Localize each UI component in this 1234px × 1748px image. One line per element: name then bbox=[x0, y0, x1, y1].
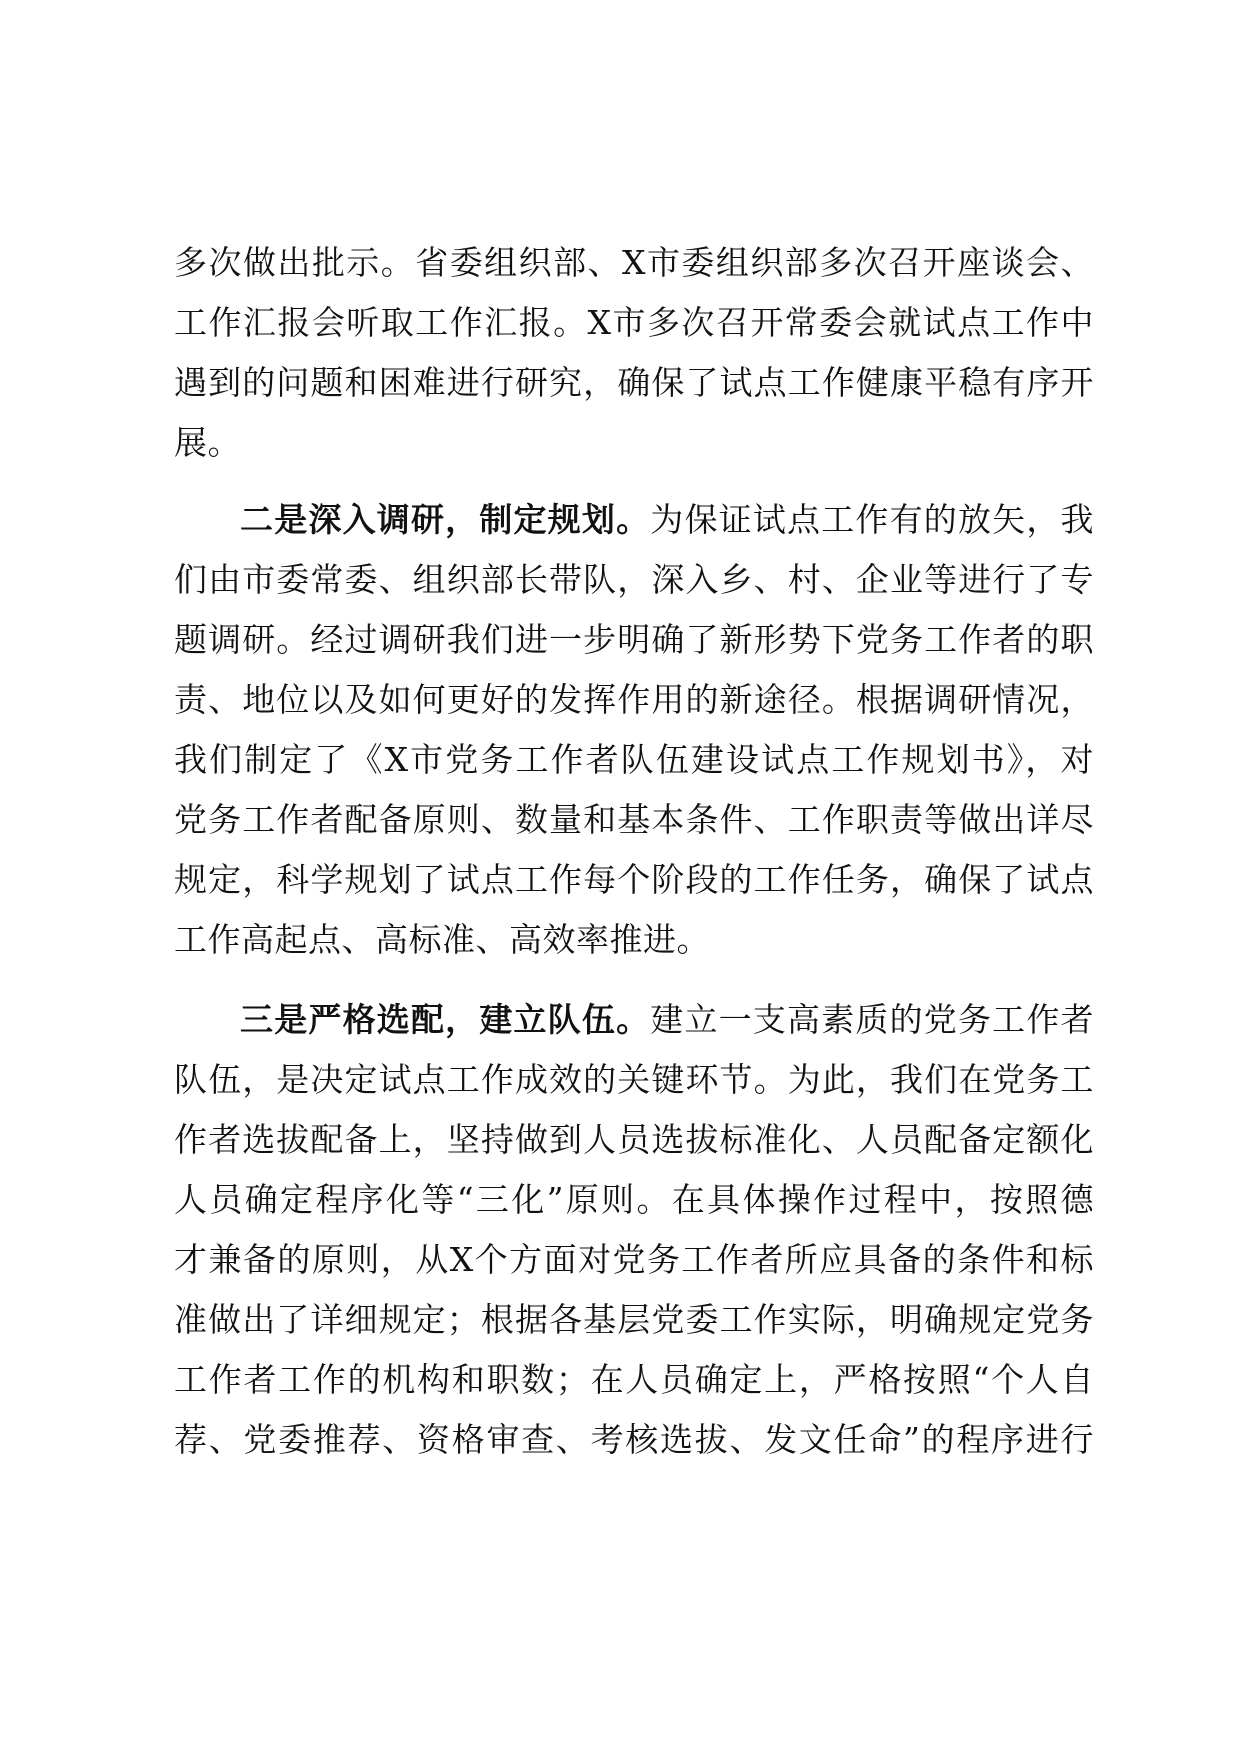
paragraph-2-first-line bbox=[240, 500, 1094, 540]
paragraph-3-line-6: 准做出了详细规定；根据各基层党委工作实际，明确规定党务 bbox=[174, 1300, 1094, 1339]
paragraph-3-line-1: 建立一支高素质的党务工作者 bbox=[650, 1000, 1094, 1039]
paragraph-3-line-4: 人员确定程序化等“三化”原则。在具体操作过程中，按照德 bbox=[174, 1180, 1094, 1219]
paragraph-1-line-1: 多次做出批示。省委组织部、X市委组织部多次召开座谈会、 bbox=[174, 243, 1094, 282]
paragraph-3-first-line bbox=[240, 1000, 1094, 1040]
paragraph-3-line-5: 才兼备的原则，从X个方面对党务工作者所应具备的条件和标 bbox=[174, 1240, 1094, 1279]
paragraph-3-line-2: 队伍，是决定试点工作成效的关键环节。为此，我们在党务工 bbox=[174, 1060, 1094, 1099]
paragraph-1-line-3: 遇到的问题和困难进行研究，确保了试点工作健康平稳有序开 bbox=[174, 363, 1094, 402]
paragraph-3-line-8: 荐、党委推荐、资格审查、考核选拔、发文任命”的程序进行 bbox=[174, 1420, 1094, 1459]
paragraph-2-heading: 二是深入调研，制定规划。 bbox=[240, 500, 651, 539]
paragraph-2-line-4: 责、地位以及如何更好的发挥作用的新途径。根据调研情况， bbox=[174, 680, 1094, 719]
paragraph-2-line-6: 党务工作者配备原则、数量和基本条件、工作职责等做出详尽 bbox=[174, 800, 1094, 839]
paragraph-2-line-3: 题调研。经过调研我们进一步明确了新形势下党务工作者的职 bbox=[174, 620, 1094, 659]
paragraph-2-line-2: 们由市委常委、组织部长带队，深入乡、村、企业等进行了专 bbox=[174, 560, 1094, 599]
paragraph-1-line-2: 工作汇报会听取工作汇报。X市多次召开常委会就试点工作中 bbox=[174, 303, 1094, 342]
paragraph-2-line-7: 规定，科学规划了试点工作每个阶段的工作任务，确保了试点 bbox=[174, 860, 1094, 899]
paragraph-3-line-3: 作者选拔配备上，坚持做到人员选拔标准化、人员配备定额化 bbox=[174, 1120, 1094, 1159]
paragraph-2-line-1: 为保证试点工作有的放矢，我 bbox=[650, 500, 1094, 539]
paragraph-2-line-5: 我们制定了《X市党务工作者队伍建设试点工作规划书》，对 bbox=[174, 740, 1094, 779]
paragraph-1-line-4: 展。 bbox=[174, 423, 241, 462]
paragraph-3-heading: 三是严格选配，建立队伍。 bbox=[240, 1000, 651, 1039]
paragraph-3-line-7: 工作者工作的机构和职数；在人员确定上，严格按照“个人自 bbox=[174, 1360, 1094, 1399]
paragraph-2-line-8: 工作高起点、高标准、高效率推进。 bbox=[174, 920, 710, 959]
